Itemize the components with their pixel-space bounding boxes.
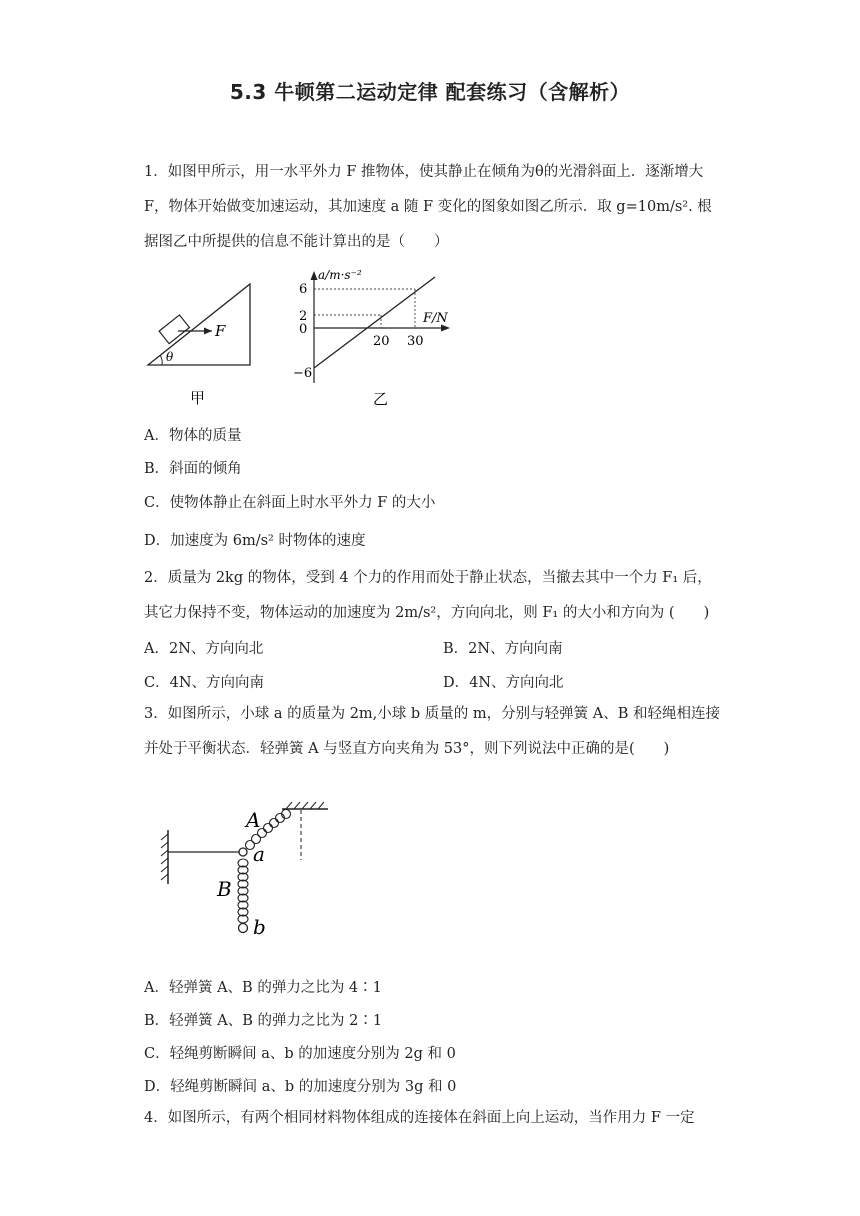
- q1-option-d[interactable]: D．加速度为 6m/s² 时物体的速度: [144, 533, 366, 549]
- q3-option-b[interactable]: B．轻弹簧 A、B 的弹力之比为 2∶1: [144, 1013, 383, 1029]
- x-tick-30: 30: [407, 334, 424, 349]
- label-spring-a: A: [246, 808, 261, 832]
- q1-option-b[interactable]: B．斜面的倾角: [144, 461, 242, 477]
- q1-stem-line2: F，物体开始做变加速运动，其加速度 a 随 F 变化的图象如图乙所示．取 g=10m/s². 根: [144, 199, 712, 215]
- figure-yi-caption: 乙: [373, 390, 389, 408]
- label-spring-b: B: [217, 877, 232, 901]
- figure-springs: [150, 790, 340, 940]
- y-tick-6: 6: [299, 282, 308, 297]
- force-label: F: [215, 322, 226, 340]
- q3-option-a[interactable]: A．轻弹簧 A、B 的弹力之比为 4∶1: [144, 980, 382, 996]
- q2-stem-line1: 2．质量为 2kg 的物体，受到 4 个力的作用而处于静止状态，当撤去其中一个力 F₁ 后，: [144, 570, 712, 586]
- q1-stem-line1: 1．如图甲所示，用一水平外力 F 推物体，使其静止在倾角为θ的光滑斜面上．逐渐增大: [144, 164, 704, 180]
- q2-option-c[interactable]: C．4N、方向向南: [144, 675, 265, 691]
- label-ball-b: b: [253, 915, 266, 939]
- q2-option-a[interactable]: A．2N、方向向北: [144, 641, 264, 657]
- x-axis-label: F/N: [423, 311, 448, 326]
- y-tick-neg6: −6: [293, 366, 313, 381]
- q3-stem-line2: 并处于平衡状态．轻弹簧 A 与竖直方向夹角为 53°，则下列说法中正确的是( ): [144, 741, 670, 757]
- figure-jia-caption: 甲: [190, 389, 206, 407]
- q2-option-b[interactable]: B．2N、方向向南: [443, 641, 563, 657]
- page-title: 5.3 牛顿第二运动定律 配套练习（含解析）: [229, 80, 631, 104]
- y-tick-2: 2: [299, 309, 308, 324]
- x-tick-20: 20: [373, 334, 390, 349]
- q1-option-c[interactable]: C．使物体静止在斜面上时水平外力 F 的大小: [144, 495, 436, 511]
- y-tick-0: 0: [299, 322, 308, 337]
- label-ball-a: a: [253, 842, 265, 866]
- figure-jia-incline: [140, 276, 260, 411]
- q2-option-d[interactable]: D．4N、方向向北: [443, 675, 564, 691]
- angle-label: θ: [166, 350, 174, 364]
- q2-stem-line2: 其它力保持不变，物体运动的加速度为 2m/s²，方向向北，则 F₁ 的大小和方向为 ( ): [144, 605, 710, 621]
- q4-stem-line1: 4．如图所示，有两个相同材料物体组成的连接体在斜面上向上运动，当作用力 F 一定: [144, 1110, 695, 1126]
- figure-yi-graph: [285, 265, 460, 415]
- q1-option-a[interactable]: A．物体的质量: [144, 428, 242, 444]
- q3-option-d[interactable]: D．轻绳剪断瞬间 a、b 的加速度分别为 3g 和 0: [144, 1079, 457, 1095]
- q1-stem-line3: 据图乙中所提供的信息不能计算出的是（ ）: [144, 234, 449, 250]
- q3-option-c[interactable]: C．轻绳剪断瞬间 a、b 的加速度分别为 2g 和 0: [144, 1046, 456, 1062]
- q3-stem-line1: 3．如图所示，小球 a 的质量为 2m,小球 b 质量的 m，分别与轻弹簧 A、B 和轻绳相连接: [144, 706, 720, 722]
- y-axis-label: a/m·s⁻²: [318, 268, 362, 282]
